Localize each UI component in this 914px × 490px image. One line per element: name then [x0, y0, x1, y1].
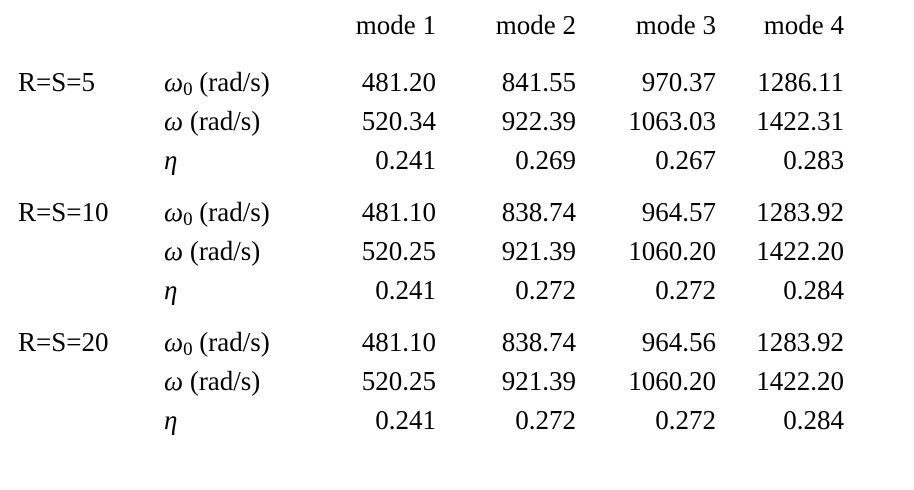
cell-omega0-mode-1: 481.10 [361, 197, 436, 227]
table-row [18, 362, 844, 401]
cell-omega0-mode-1: 481.10 [361, 327, 436, 357]
header-empty-quantity [164, 0, 332, 50]
cell-omega0-mode-3: 964.57 [641, 197, 716, 227]
cell-omega-mode-3: 1060.20 [628, 236, 716, 266]
quantity-unit: (rad/s) [192, 327, 270, 357]
group-label: R=S=20 [18, 327, 109, 357]
group-label: R=S=5 [18, 67, 95, 97]
cell-omega-mode-2: 922.39 [501, 106, 576, 136]
quantity-symbol: η [164, 275, 178, 305]
quantity-label-omega [164, 232, 332, 271]
group-label-empty [18, 141, 164, 180]
quantity-symbol: ω [164, 197, 184, 227]
quantity-subscript: 0 [183, 79, 193, 100]
quantity-symbol: η [164, 405, 178, 435]
quantity-unit: (rad/s) [183, 366, 261, 396]
cell-omega0-mode-2: 838.74 [501, 197, 576, 227]
quantity-label-eta [164, 271, 332, 310]
cell-omega-mode-1: 520.34 [361, 106, 436, 136]
table-row [18, 271, 844, 310]
quantity-label-eta [164, 401, 332, 440]
group-label-empty [18, 362, 164, 401]
cell-omega0-mode-4: 1283.92 [756, 197, 844, 227]
group-label-empty [18, 401, 164, 440]
group-label-empty [18, 232, 164, 271]
header-mode-2: mode 2 [495, 10, 576, 40]
quantity-symbol: ω [164, 67, 184, 97]
cell-eta-mode-3: 0.272 [655, 405, 716, 435]
table-body [18, 50, 844, 440]
quantity-unit: (rad/s) [183, 236, 261, 266]
quantity-symbol: ω [164, 327, 184, 357]
quantity-symbol: η [164, 145, 178, 175]
cell-omega-mode-2: 921.39 [501, 236, 576, 266]
cell-eta-mode-2: 0.272 [515, 405, 576, 435]
header-mode-3: mode 3 [635, 10, 716, 40]
cell-eta-mode-4: 0.284 [783, 275, 844, 305]
cell-omega0-mode-4: 1286.11 [757, 67, 844, 97]
quantity-unit: (rad/s) [192, 67, 270, 97]
cell-eta-mode-2: 0.269 [515, 145, 576, 175]
cell-eta-mode-1: 0.241 [375, 275, 436, 305]
cell-omega0-mode-2: 838.74 [501, 327, 576, 357]
header-empty-group [18, 0, 164, 50]
quantity-label-eta [164, 141, 332, 180]
quantity-unit: (rad/s) [183, 106, 261, 136]
quantity-symbol: ω [164, 366, 184, 396]
cell-omega0-mode-3: 964.56 [641, 327, 716, 357]
header-mode-1: mode 1 [355, 10, 436, 40]
cell-omega-mode-4: 1422.31 [756, 106, 844, 136]
quantity-label-omega [164, 102, 332, 141]
group-label-empty [18, 102, 164, 141]
quantity-label-omega0 [164, 180, 332, 232]
cell-omega0-mode-1: 481.20 [361, 67, 436, 97]
cell-omega-mode-1: 520.25 [361, 236, 436, 266]
cell-omega0-mode-3: 970.37 [641, 67, 716, 97]
quantity-symbol: ω [164, 236, 184, 266]
cell-eta-mode-3: 0.272 [655, 275, 716, 305]
cell-omega-mode-3: 1063.03 [628, 106, 716, 136]
table-row [18, 141, 844, 180]
cell-eta-mode-1: 0.241 [375, 145, 436, 175]
quantity-label-omega [164, 362, 332, 401]
cell-omega-mode-4: 1422.20 [756, 366, 844, 396]
table-row [18, 180, 844, 232]
cell-eta-mode-2: 0.272 [515, 275, 576, 305]
table-row [18, 102, 844, 141]
cell-omega0-mode-4: 1283.92 [756, 327, 844, 357]
quantity-label-omega0 [164, 310, 332, 362]
quantity-subscript: 0 [183, 339, 193, 360]
cell-omega0-mode-2: 841.55 [501, 67, 576, 97]
quantity-unit: (rad/s) [192, 197, 270, 227]
header-mode-4: mode 4 [763, 10, 844, 40]
cell-eta-mode-4: 0.284 [783, 405, 844, 435]
modal-results-table [18, 0, 844, 440]
quantity-symbol: ω [164, 106, 184, 136]
quantity-label-omega0 [164, 50, 332, 102]
cell-eta-mode-4: 0.283 [783, 145, 844, 175]
cell-omega-mode-4: 1422.20 [756, 236, 844, 266]
group-label: R=S=10 [18, 197, 109, 227]
cell-omega-mode-2: 921.39 [501, 366, 576, 396]
group-label-empty [18, 271, 164, 310]
quantity-subscript: 0 [183, 209, 193, 230]
cell-eta-mode-1: 0.241 [375, 405, 436, 435]
cell-eta-mode-3: 0.267 [655, 145, 716, 175]
cell-omega-mode-1: 520.25 [361, 366, 436, 396]
cell-omega-mode-3: 1060.20 [628, 366, 716, 396]
table-row [18, 401, 844, 440]
table-row [18, 50, 844, 102]
header-row [18, 0, 844, 50]
table-row [18, 310, 844, 362]
table-row [18, 232, 844, 271]
